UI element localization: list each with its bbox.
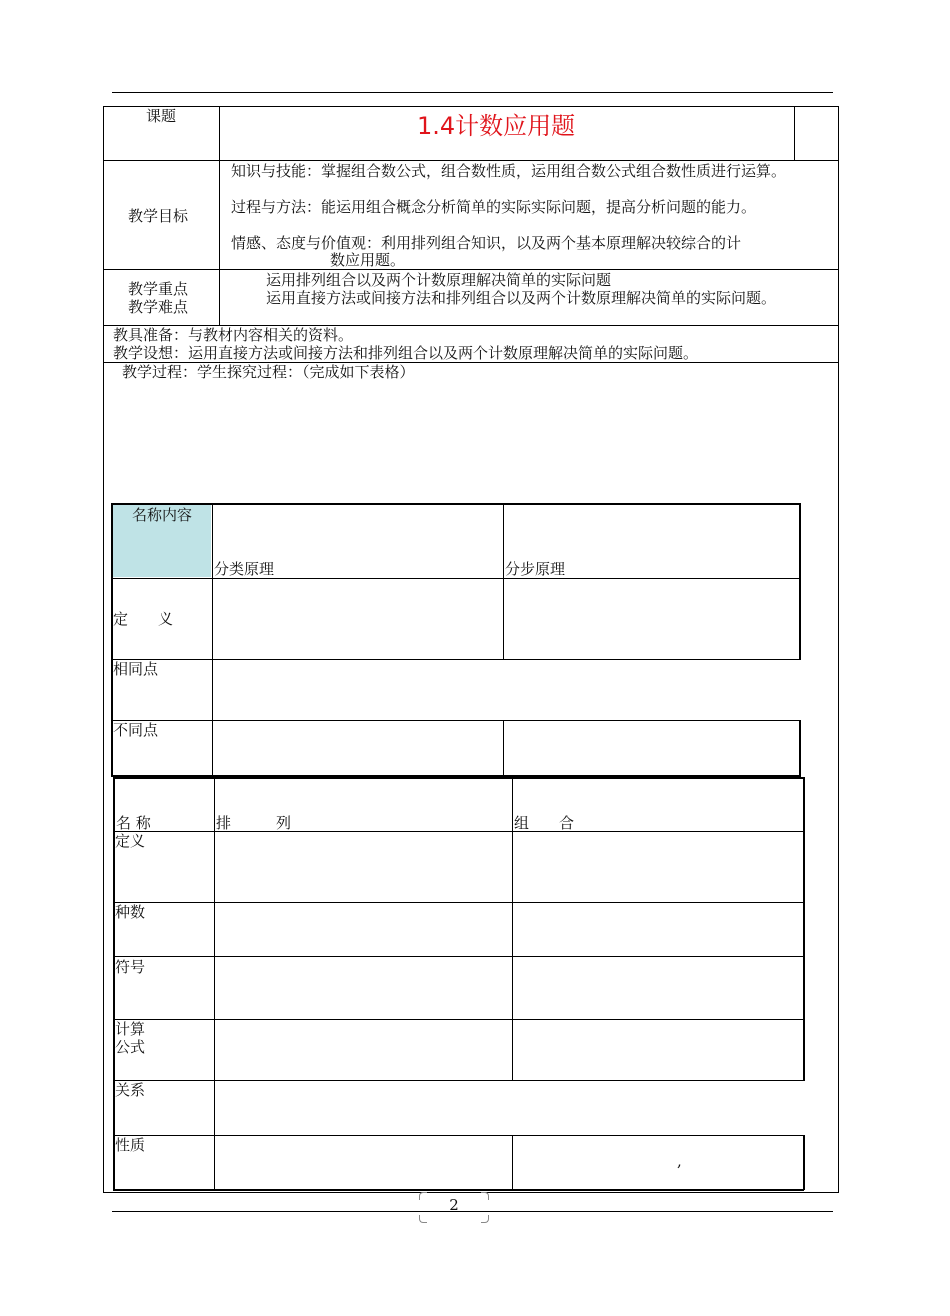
page-title: 1.4计数应用题	[417, 112, 576, 140]
stray-comma: ,	[677, 1152, 682, 1170]
row-relation: 关系	[115, 1081, 146, 1099]
row-difference: 不同点	[113, 721, 159, 739]
col-classification: 分类原理	[214, 560, 275, 578]
col-step: 分步原理	[505, 560, 566, 578]
row-similarity: 相同点	[113, 660, 159, 678]
row-formula-line1: 计算	[115, 1020, 146, 1038]
corner-label: 名称内容	[132, 506, 193, 524]
row-property: 性质	[115, 1136, 146, 1154]
process-line: 教学过程：学生探究过程：（完成如下表格）	[122, 363, 415, 381]
row-definition: 定 义	[113, 610, 174, 628]
design-line: 教学设想：运用直接方法或间接方法和排列组合以及两个计数原理解决简单的实际问题。	[113, 344, 699, 362]
difficult-point-text: 运用直接方法或间接方法和排列组合以及两个计数原理解决简单的实际问题。	[266, 289, 777, 307]
col-combination: 组 合	[514, 814, 575, 832]
topic-label: 课题	[146, 107, 177, 125]
objective-process: 过程与方法：能运用组合概念分析简单的实际实际问题，提高分析问题的能力。	[231, 198, 757, 216]
key-point-text: 运用排列组合以及两个计数原理解决简单的实际问题	[266, 271, 612, 289]
page-number-box	[419, 1192, 489, 1223]
difficult-points-label: 教学难点	[128, 298, 189, 316]
header-rule	[112, 92, 833, 93]
objective-attitude: 情感、态度与价值观：利用排列组合知识，以及两个基本原理解决较综合的计	[231, 234, 742, 252]
tools-line: 教具准备：与教材内容相关的资料。	[113, 326, 354, 344]
col-permutation: 排 列	[216, 814, 292, 832]
row-formula-line2: 公式	[115, 1038, 146, 1056]
key-points-label: 教学重点	[128, 280, 189, 298]
objective-attitude-cont: 数应用题。	[330, 251, 406, 269]
name-label: 名 称	[116, 814, 151, 832]
objective-knowledge: 知识与技能：掌握组合数公式，组合数性质，运用组合数公式组合数性质进行运算。	[231, 162, 787, 180]
row-symbol: 符号	[115, 958, 146, 976]
row-count: 种数	[115, 903, 146, 921]
objectives-label: 教学目标	[128, 207, 189, 225]
row-definition: 定义	[115, 832, 146, 850]
page-number: 2	[449, 1196, 459, 1214]
